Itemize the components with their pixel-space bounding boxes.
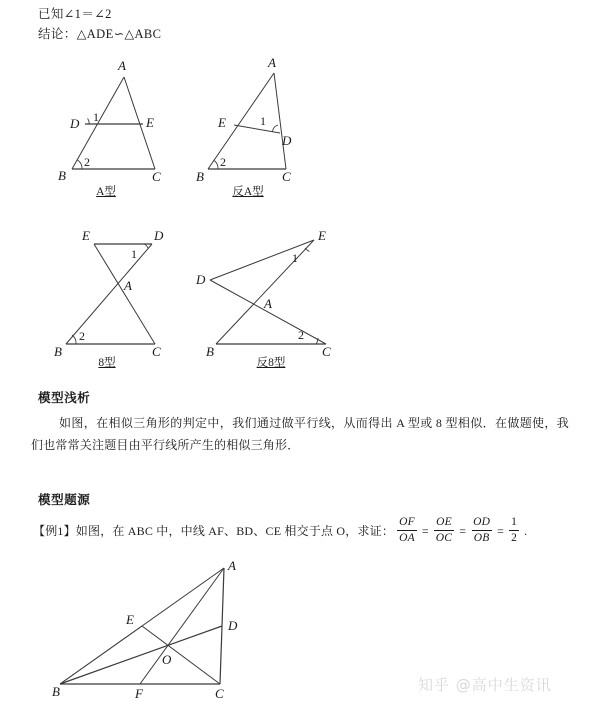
angle-label-2: 2 (79, 329, 85, 343)
angle-label-1: 1 (131, 247, 137, 261)
vertex-label-B: B (52, 684, 60, 699)
angle-label-2: 2 (84, 155, 90, 169)
angle-label-2: 2 (220, 155, 226, 169)
vertex-label-A: A (264, 296, 272, 311)
fraction-denominator: OA (399, 532, 415, 544)
figure-caption-8-type: 8型 (98, 357, 116, 369)
fraction-oe-oc (434, 516, 454, 545)
figure-row-1 (0, 55, 600, 205)
figure-reverse-8-type (192, 222, 362, 377)
conclusion-line: 结论：△ADE∽△ABC (38, 27, 162, 41)
angle-label-1: 1 (292, 251, 298, 265)
angle-label-1: 1 (93, 110, 99, 124)
vertex-label-A: A (228, 558, 236, 573)
vertex-label-D: D (196, 272, 206, 287)
figure-a-type (52, 55, 192, 205)
vertex-label-B: B (196, 169, 204, 184)
vertex-label-C: C (282, 169, 291, 184)
vertex-label-B: B (54, 344, 62, 359)
fraction-numerator: OF (399, 516, 415, 528)
vertex-label-A: A (268, 55, 276, 70)
figure-caption-reverse-8-type: 反8型 (256, 357, 286, 369)
equals-sign-3: = (497, 523, 505, 538)
given-line: 已知∠1＝∠2 (38, 7, 112, 21)
figure-row-2 (0, 222, 600, 377)
vertex-label-F: F (135, 686, 143, 701)
fraction-one-half (509, 516, 519, 545)
figure-medians (52, 556, 342, 706)
figure-8-type (52, 222, 202, 377)
vertex-label-E: E (82, 228, 90, 243)
fraction-numerator: 1 (511, 516, 518, 528)
vertex-label-D: D (282, 133, 292, 148)
vertex-label-C: C (322, 344, 331, 359)
fraction-numerator: OD (473, 516, 491, 528)
example-1-text: 【例1】如图，在 ABC 中，中线 AF、BD、CE 相交于点 O，求证： (33, 523, 395, 538)
vertex-label-A: A (118, 58, 126, 73)
fraction-od-ob (471, 516, 492, 545)
figure-reverse-a-type (196, 55, 336, 205)
vertex-label-C: C (215, 686, 224, 701)
equation-terminator: . (524, 523, 528, 538)
vertex-label-E: E (218, 115, 226, 130)
angle-label-2: 2 (298, 328, 304, 342)
watermark: 知乎 @高中生资讯 (418, 676, 552, 694)
angle-label-1: 1 (260, 114, 266, 128)
given-conclusion-block (38, 4, 161, 44)
vertex-label-D: D (154, 228, 164, 243)
example-1-line (33, 516, 573, 545)
figure-caption-reverse-a-type: 反A型 (232, 186, 264, 198)
fraction-of-oa (397, 516, 417, 545)
vertex-label-B: B (58, 168, 66, 183)
vertex-label-B: B (206, 344, 214, 359)
vertex-label-D: D (228, 618, 238, 633)
model-analysis-paragraph: 如图，在相似三角形的判定中，我们通过做平行线，从而得出 A 型或 8 型相似．在做题使，我们也常常关注题目由平行线所产生的相似三角形． (31, 416, 569, 452)
fraction-denominator: OB (473, 532, 490, 544)
vertex-label-E: E (318, 228, 326, 243)
section-heading-model-source: 模型题源 (38, 492, 91, 507)
section-heading-model-analysis: 模型浅析 (38, 390, 91, 405)
vertex-label-C: C (152, 344, 161, 359)
fraction-denominator: OC (435, 532, 453, 544)
vertex-label-O: O (162, 652, 172, 667)
vertex-label-A: A (124, 278, 132, 293)
fraction-denominator: 2 (511, 532, 518, 544)
fraction-numerator: OE (436, 516, 452, 528)
vertex-label-C: C (152, 169, 161, 184)
figure-caption-a-type: A型 (96, 186, 116, 198)
equals-sign-1: = (421, 523, 429, 538)
vertex-label-E: E (146, 115, 154, 130)
vertex-label-D: D (70, 116, 80, 131)
equals-sign-2: = (459, 523, 467, 538)
vertex-label-E: E (126, 612, 134, 627)
